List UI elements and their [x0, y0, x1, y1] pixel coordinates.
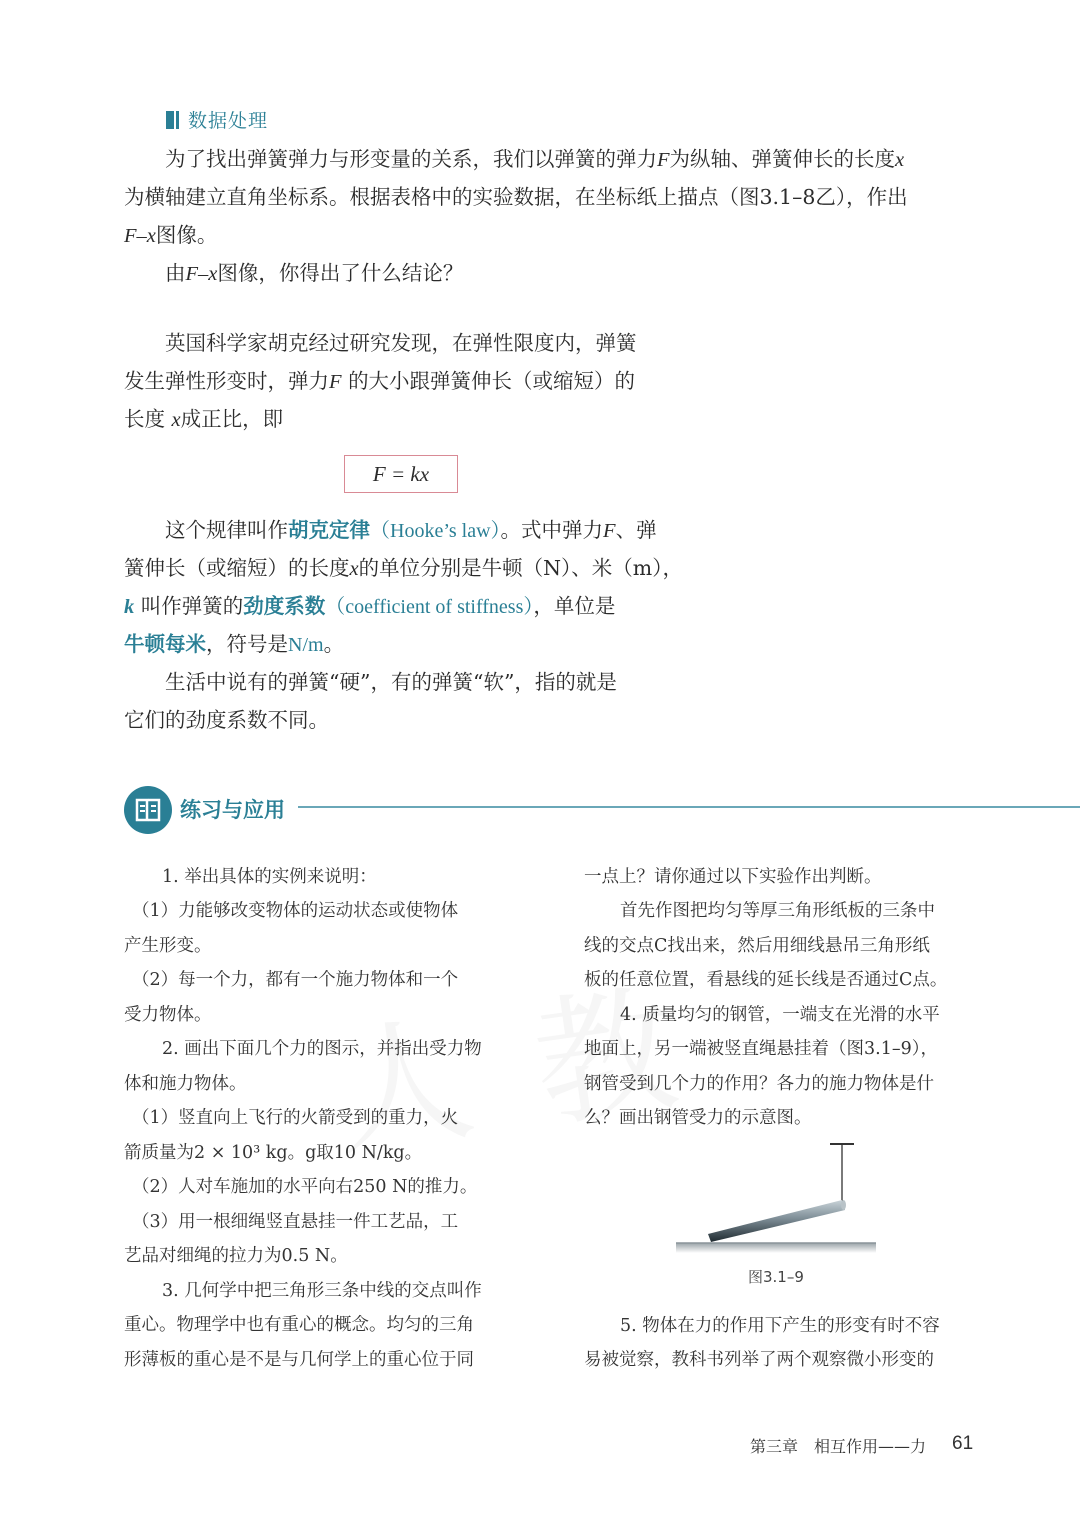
- section-bar-icon: [166, 111, 180, 129]
- exercise-line: （1）力能够改变物体的运动状态或使物体: [132, 901, 459, 921]
- exercise-line: 形薄板的重心是不是与几何学上的重心位于同: [124, 1350, 474, 1370]
- exercise-icon: [124, 786, 172, 834]
- chapter-footer: 第三章 相互作用——力: [750, 1437, 927, 1456]
- divider: [298, 806, 1080, 808]
- hooke-line: 牛顿每米，符号是N/m。: [124, 632, 345, 656]
- hooke-line: 长度 x成正比，即: [124, 407, 284, 431]
- exercise-line: 1. 举出具体的实例来说明：: [162, 867, 377, 887]
- exercise-line: 箭质量为2 × 10³ kg。g取10 N/kg。: [124, 1143, 423, 1163]
- exercise-line: 5. 物体在力的作用下产生的形变有时不容: [620, 1316, 940, 1336]
- exercise-line: （2）每一个力，都有一个施力物体和一个: [132, 970, 459, 990]
- figure-caption: 图3.1–9: [748, 1268, 804, 1286]
- exercise-line: 2. 画出下面几个力的图示，并指出受力物: [162, 1039, 482, 1059]
- exercise-line: 4. 质量均匀的钢管，一端支在光滑的水平: [620, 1005, 940, 1025]
- exercise-line: 板的任意位置，看悬线的延长线是否通过C点。: [584, 970, 948, 990]
- exercise-line: 3. 几何学中把三角形三条中线的交点叫作: [162, 1281, 482, 1301]
- exercise-line: （2）人对车施加的水平向右250 N的推力。: [132, 1177, 478, 1197]
- exercise-line: 体和施力物体。: [124, 1074, 247, 1094]
- hooke-line: k 叫作弹簧的劲度系数（coefficient of stiffness），单位是: [124, 594, 616, 618]
- exercise-line: 产生形变。: [124, 936, 212, 956]
- hooke-formula: F = kx: [344, 455, 458, 493]
- exercise-line: 钢管受到几个力的作用？各力的施力物体是什: [584, 1074, 934, 1094]
- exercise-line: 一点上？请你通过以下实验作出判断。: [584, 867, 882, 887]
- hooke-line: 它们的劲度系数不同。: [124, 708, 329, 732]
- paragraph-line: 为横轴建立直角坐标系。根据表格中的实验数据，在坐标纸上描点（图3.1–8乙），作出: [124, 185, 908, 209]
- steel-pipe-figure: [670, 1136, 890, 1256]
- page-number: 61: [952, 1433, 974, 1454]
- hooke-line: 簧伸长（或缩短）的长度x的单位分别是牛顿（N）、米（m），: [124, 556, 683, 580]
- exercise-line: 受力物体。: [124, 1005, 212, 1025]
- paragraph-line: 为了找出弹簧弹力与形变量的关系，我们以弹簧的弹力F为纵轴、弹簧伸长的长度x: [165, 147, 905, 171]
- hooke-line: 英国科学家胡克经过研究发现，在弹性限度内，弹簧: [165, 331, 637, 355]
- exercise-line: 易被觉察，教科书列举了两个观察微小形变的: [584, 1350, 934, 1370]
- exercise-line: 艺品对细绳的拉力为0.5 N。: [124, 1246, 348, 1266]
- exercise-line: 么？画出钢管受力的示意图。: [584, 1108, 812, 1128]
- question-line: 由F–x图像，你得出了什么结论？: [165, 261, 464, 285]
- hooke-line: 这个规律叫作胡克定律（Hooke’s law）。式中弹力F、弹: [165, 518, 657, 542]
- exercise-title: 练习与应用: [180, 798, 285, 822]
- exercise-line: （3）用一根细绳竖直悬挂一件工艺品，工: [132, 1212, 459, 1232]
- exercise-line: 地面上，另一端被竖直绳悬挂着（图3.1–9），: [584, 1039, 938, 1059]
- hooke-line: 生活中说有的弹簧“硬”，有的弹簧“软”，指的就是: [165, 670, 617, 694]
- hooke-line: 发生弹性形变时，弹力F 的大小跟弹簧伸长（或缩短）的: [124, 369, 636, 393]
- exercise-line: （1）竖直向上飞行的火箭受到的重力，火: [132, 1108, 459, 1128]
- paragraph-line: F–x图像。: [124, 223, 218, 247]
- exercise-line: 重心。物理学中也有重心的概念。均匀的三角: [124, 1315, 474, 1335]
- section-title: 数据处理: [188, 110, 269, 132]
- exercise-line: 线的交点C找出来，然后用细线悬吊三角形纸: [584, 936, 930, 956]
- exercise-line: 首先作图把均匀等厚三角形纸板的三条中: [620, 901, 935, 921]
